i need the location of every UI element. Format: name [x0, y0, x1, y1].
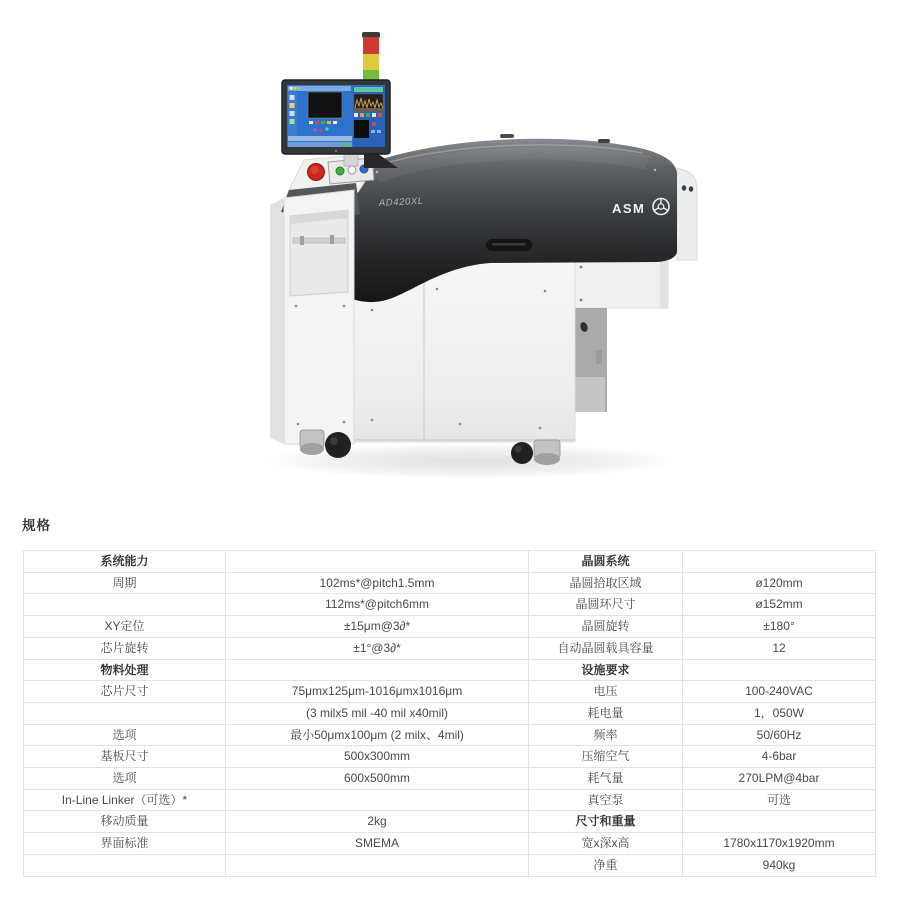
asm-logo-text: ASM: [612, 201, 646, 216]
spec-label-left: [24, 594, 226, 616]
spec-value-right: ø120mm: [683, 572, 876, 594]
spec-value-right: 1780x1170x1920mm: [683, 833, 876, 855]
spec-table: [23, 550, 876, 877]
table-row: [24, 789, 876, 811]
spec-label-right: 电压: [529, 681, 683, 703]
table-row: [24, 702, 876, 724]
spec-label-left: [24, 702, 226, 724]
spec-value-left: [226, 854, 529, 876]
white-button[interactable]: [348, 166, 356, 174]
spec-label-right: 净重: [529, 854, 683, 876]
spec-label-right: 自动晶圆载具容量: [529, 637, 683, 659]
spec-value-left: SMEMA: [226, 833, 529, 855]
spec-label-right: 真空泵: [529, 789, 683, 811]
table-row: [24, 833, 876, 855]
table-row: [24, 659, 876, 681]
model-label: AD420XL: [378, 195, 424, 209]
table-row: [24, 854, 876, 876]
table-row: [24, 594, 876, 616]
table-row: [24, 811, 876, 833]
spec-value-left: 102ms*@pitch1.5mm: [226, 572, 529, 594]
right-base-unit: [575, 308, 607, 412]
table-row: [24, 572, 876, 594]
spec-label-right: 晶圆旋转: [529, 616, 683, 638]
spec-value-left: 最小50μmx100μm (2 milx、4mil): [226, 724, 529, 746]
spec-label-left: 芯片旋转: [24, 637, 226, 659]
spec-label-left: 移动质量: [24, 811, 226, 833]
spec-label-right: 耗电量: [529, 702, 683, 724]
spec-value-right: 可选: [683, 789, 876, 811]
spec-value-right: 50/60Hz: [683, 724, 876, 746]
spec-value-right: 12: [683, 637, 876, 659]
green-button[interactable]: [336, 167, 344, 175]
spec-value-right: [683, 551, 876, 573]
spec-value-left: [226, 551, 529, 573]
spec-value-right: 4-6bar: [683, 746, 876, 768]
spec-value-right: 100-240VAC: [683, 681, 876, 703]
spec-value-right: ø152mm: [683, 594, 876, 616]
spec-table-body: [24, 551, 876, 877]
spec-label-right: 耗气量: [529, 768, 683, 790]
spec-label-right: 压缩空气: [529, 746, 683, 768]
monitor: [282, 80, 390, 154]
spec-value-left: (3 milx5 mil -40 mil x40mil): [226, 702, 529, 724]
spec-value-left: [226, 659, 529, 681]
table-row: [24, 768, 876, 790]
right-step-unit: [575, 260, 668, 308]
spec-label-left: 基板尺寸: [24, 746, 226, 768]
spec-value-left: 112ms*@pitch6mm: [226, 594, 529, 616]
spec-label-right: 晶圆系统: [529, 551, 683, 573]
signal-tower-light: [362, 32, 380, 86]
spec-value-left: ±1°@3∂*: [226, 637, 529, 659]
table-row: [24, 681, 876, 703]
spec-value-right: 270LPM@4bar: [683, 768, 876, 790]
spec-value-right: 940kg: [683, 854, 876, 876]
table-row: [24, 616, 876, 638]
spec-label-left: 周期: [24, 572, 226, 594]
section-title: 规格: [22, 518, 51, 533]
spec-label-left: 界面标准: [24, 833, 226, 855]
spec-label-right: 频率: [529, 724, 683, 746]
spec-label-left: 选项: [24, 768, 226, 790]
spec-label-left: 物料处理: [24, 659, 226, 681]
spec-label-right: 晶圆环尺寸: [529, 594, 683, 616]
spec-label-left: [24, 854, 226, 876]
spec-label-right: 晶圆拾取区域: [529, 572, 683, 594]
spec-value-left: ±15μm@3∂*: [226, 616, 529, 638]
table-row: [24, 637, 876, 659]
spec-value-left: 600x500mm: [226, 768, 529, 790]
spec-value-left: 2kg: [226, 811, 529, 833]
table-row: [24, 746, 876, 768]
spec-value-right: ±180°: [683, 616, 876, 638]
spec-value-right: 1，050W: [683, 702, 876, 724]
spec-value-left: 75μmx125μm-1016μmx1016μm: [226, 681, 529, 703]
spec-value-right: [683, 811, 876, 833]
spec-label-left: XY定位: [24, 616, 226, 638]
spec-label-right: 尺寸和重量: [529, 811, 683, 833]
spec-value-left: 500x300mm: [226, 746, 529, 768]
spec-label-right: 设施要求: [529, 659, 683, 681]
spec-label-right: 宽x深x高: [529, 833, 683, 855]
table-row: [24, 724, 876, 746]
spec-value-right: [683, 659, 876, 681]
spec-value-left: [226, 789, 529, 811]
spec-label-left: 系统能力: [24, 551, 226, 573]
spec-label-left: In-Line Linker（可选）*: [24, 789, 226, 811]
spec-label-left: 芯片尺寸: [24, 681, 226, 703]
spec-label-left: 选项: [24, 724, 226, 746]
hood-end-cap: [677, 168, 697, 260]
table-row: [24, 551, 876, 573]
